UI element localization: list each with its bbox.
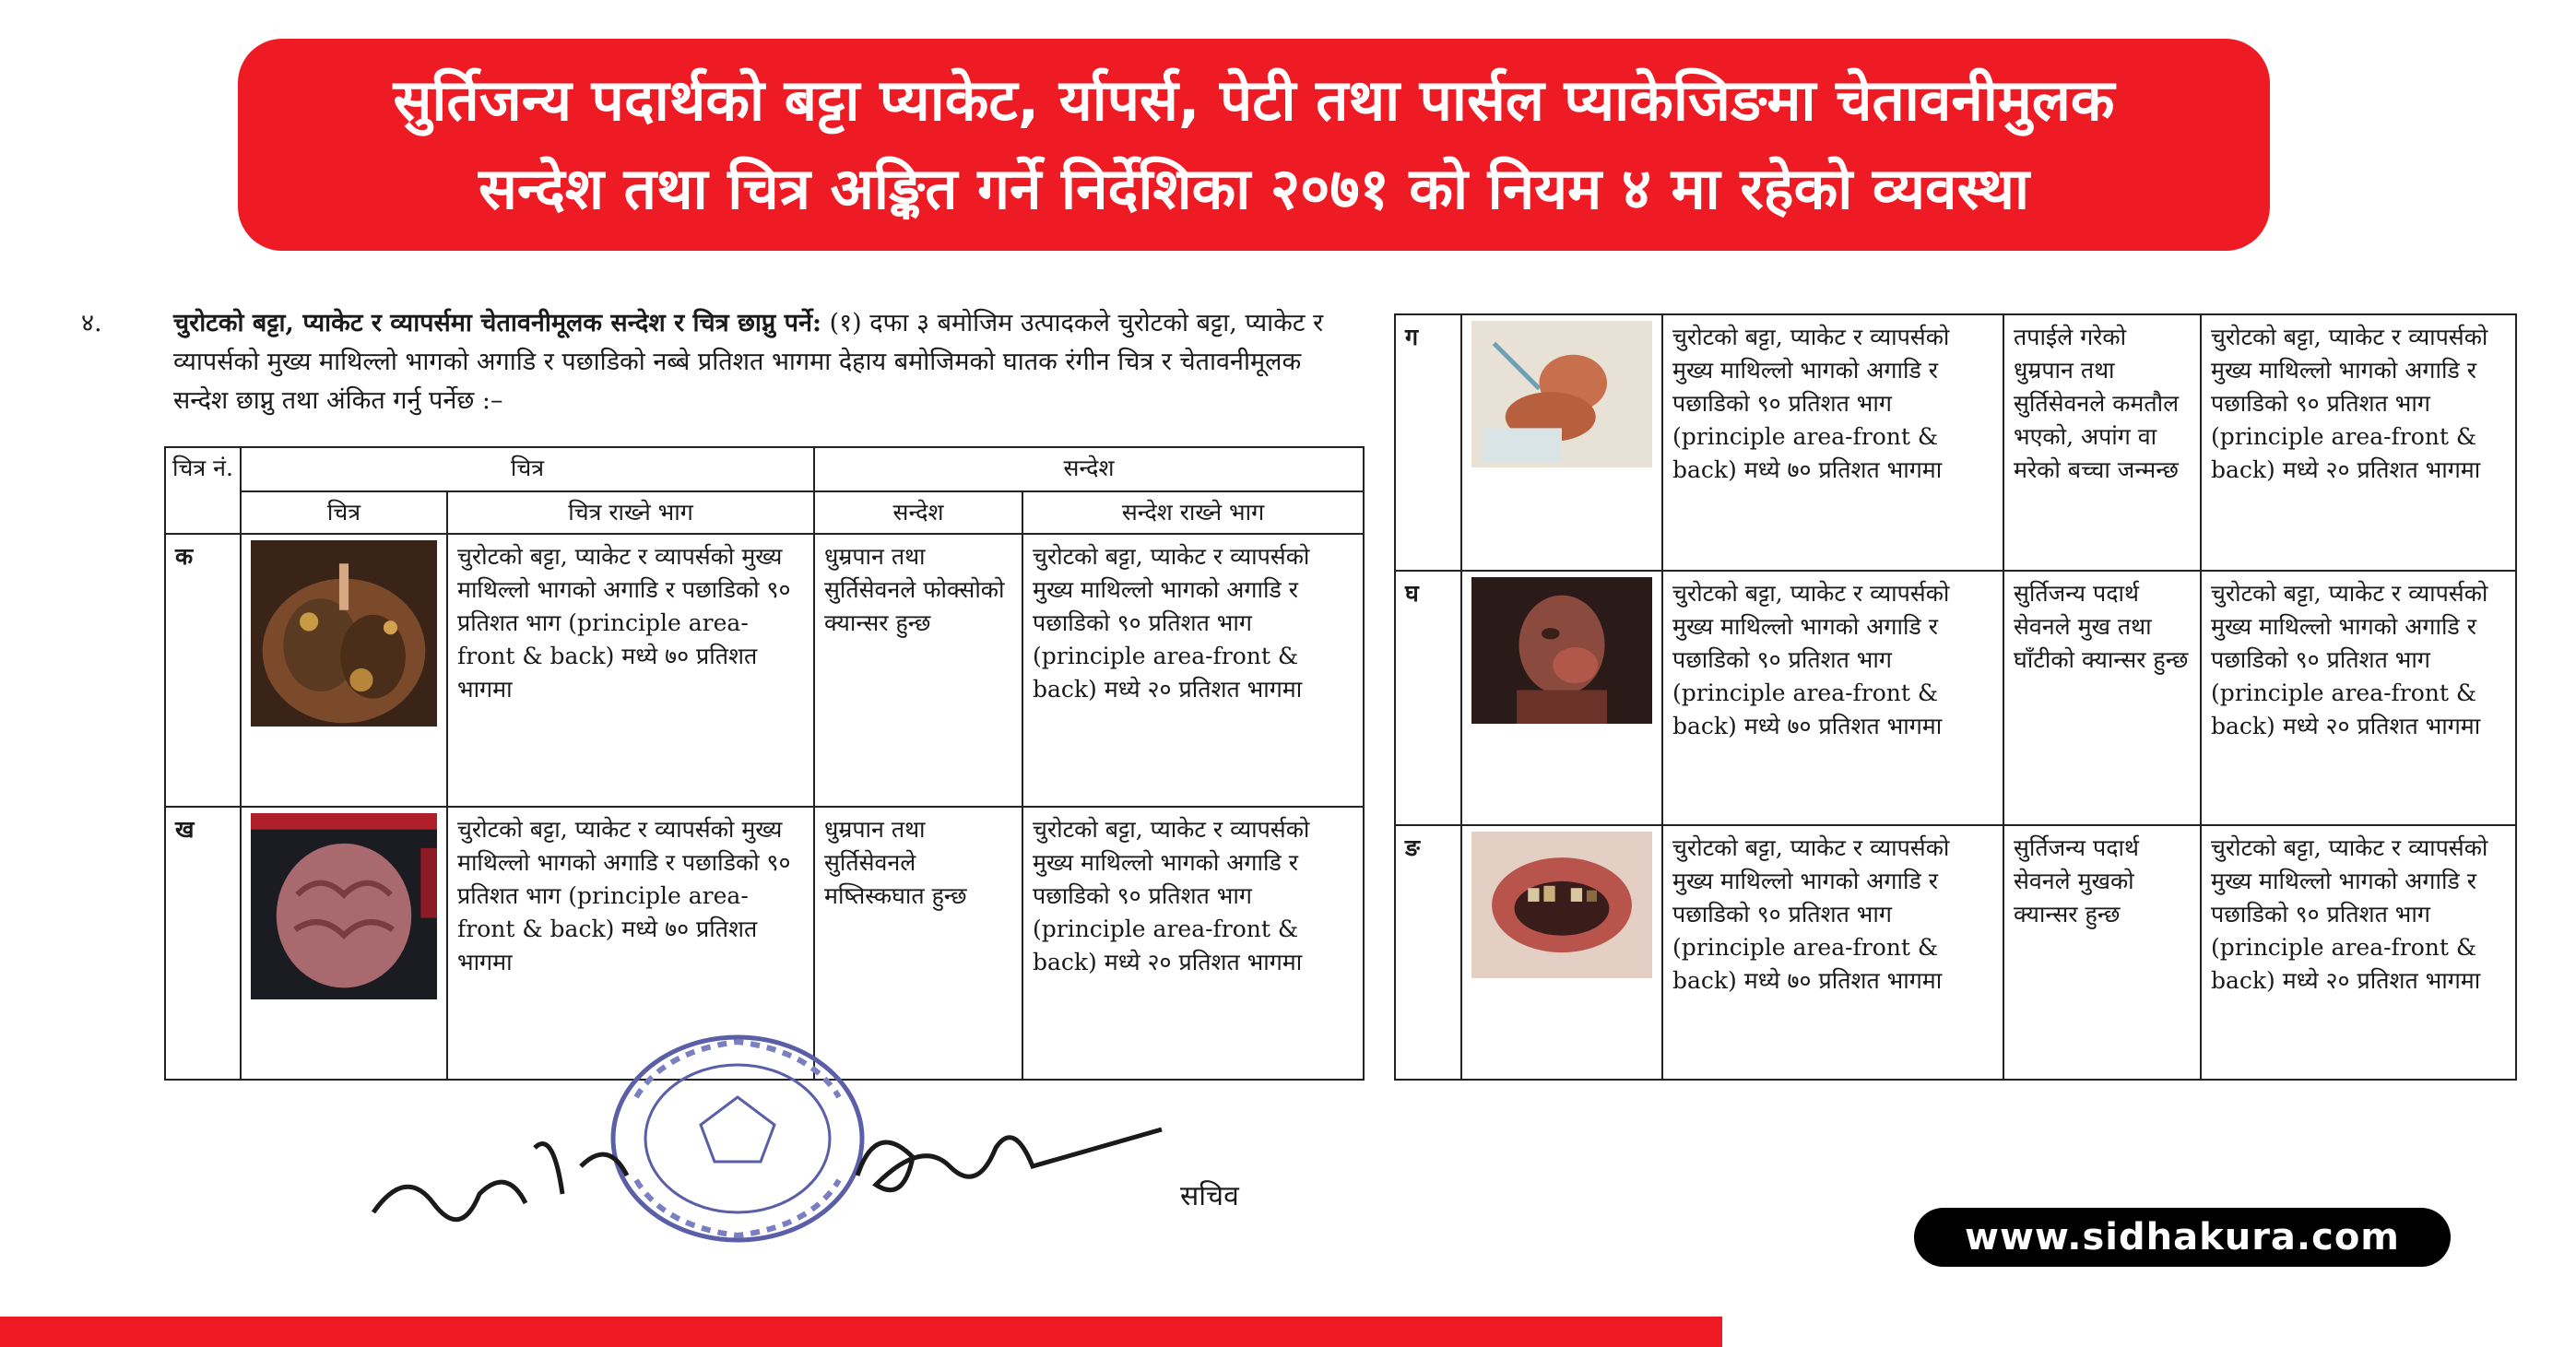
row-image-cell [1461, 571, 1662, 825]
header-message-place: सन्देश राख्ने भाग [1022, 491, 1364, 534]
row-message-place: चुरोटको बट्टा, प्याकेट र व्यापर्सको मुख्य माथिल्लो भागको अगाडि र पछाडिको ९० प्रतिशत भाग (principle area-front & back) मध्ये २० प्रतिशत भागमा [2201, 825, 2516, 1080]
handwritten-signature-icon [369, 1111, 645, 1240]
table-row [1395, 314, 2516, 571]
rule-heading: चुरोटको बट्टा, प्याकेट र व्यापर्समा चेतावनीमूलक सन्देश र चित्र छाप्नु पर्ने: [173, 309, 821, 337]
header-serial: चित्र नं. [165, 447, 241, 534]
row-message: तपाईले गरेको धुम्रपान तथा सुर्तिसेवनले कमतौल भएको, अपांग वा मरेको बच्चा जन्मन्छ [2003, 314, 2201, 571]
row-message: धुम्रपान तथा सुर्तिसेवनले मष्तिस्कघात हुन्छ [814, 807, 1022, 1080]
row-message: धुम्रपान तथा सुर्तिसेवनले फोक्सोको क्यान्सर हुन्छ [814, 534, 1022, 807]
table-row [165, 534, 1364, 807]
header-image: चित्र [241, 491, 447, 534]
title-banner [238, 39, 2270, 251]
row-serial: ग [1395, 314, 1461, 571]
row-image-cell [1461, 825, 1662, 1080]
bottom-accent-bar [0, 1317, 1722, 1347]
diseased-lung-photo-icon [251, 540, 437, 727]
row-image-cell [1461, 314, 1662, 571]
row-image-place: चुरोटको बट्टा, प्याकेट र व्यापर्सको मुख्य माथिल्लो भागको अगाडि र पछाडिको ९० प्रतिशत भाग (principle area-front & back) मध्ये ७० प्रतिशत भागमा [447, 534, 814, 807]
row-message-place: चुरोटको बट्टा, प्याकेट र व्यापर्सको मुख्य माथिल्लो भागको अगाडि र पछाडिको ९० प्रतिशत भाग (principle area-front & back) मध्ये २० प्रतिशत भागमा [1022, 807, 1364, 1080]
row-image-cell [241, 807, 447, 1080]
header-message: सन्देश [814, 491, 1022, 534]
row-message: सुर्तिजन्य पदार्थ सेवनले मुखको क्यान्सर हुन्छ [2003, 825, 2201, 1080]
row-serial: घ [1395, 571, 1461, 825]
header-image-group: चित्र [241, 447, 814, 491]
handwritten-signature-icon [848, 1102, 1180, 1222]
mouth-cancer-photo-icon [1471, 832, 1652, 978]
row-serial: क [165, 534, 241, 807]
row-image-place: चुरोटको बट्टा, प्याकेट र व्यापर्सको मुख्य माथिल्लो भागको अगाडि र पछाडिको ९० प्रतिशत भाग (principle area-front & back) मध्ये ७० प्रतिशत भागमा [1662, 314, 2003, 571]
warning-table-part-1 [164, 446, 1365, 1081]
header-image-place: चित्र राख्ने भाग [447, 491, 814, 534]
table-row [1395, 825, 2516, 1080]
rule-body: (१) दफा ३ बमोजिम उत्पादकले चुरोटको बट्टा, प्याकेट र व्यापर्सको मुख्य माथिल्लो भागको अगाडि र पछाडिको नब्बे प्रतिशत भागमा देहाय बमोजिमको घातक रंगीन चित्र र चेतावनीमूलक सन्देश छाप्नु तथा अंकित गर्नु पर्नेछ :– [173, 309, 1324, 415]
row-image-place: चुरोटको बट्टा, प्याकेट र व्यापर्सको मुख्य माथिल्लो भागको अगाडि र पछाडिको ९० प्रतिशत भाग (principle area-front & back) मध्ये ७० प्रतिशत भागमा [447, 807, 814, 1080]
row-serial: ख [165, 807, 241, 1080]
row-image-place: चुरोटको बट्टा, प्याकेट र व्यापर्सको मुख्य माथिल्लो भागको अगाडि र पछाडिको ९० प्रतिशत भाग (principle area-front & back) मध्ये ७० प्रतिशत भागमा [1662, 571, 2003, 825]
row-serial: ङ [1395, 825, 1461, 1080]
signatory-title: सचिव [1180, 1180, 1239, 1212]
rule-intro [81, 304, 1363, 420]
website-badge[interactable]: www.sidhakura.com [1914, 1208, 2451, 1267]
row-message-place: चुरोटको बट्टा, प्याकेट र व्यापर्सको मुख्य माथिल्लो भागको अगाडि र पछाडिको ९० प्रतिशत भाग (principle area-front & back) मध्ये २० प्रतिशत भागमा [1022, 534, 1364, 807]
header-message-group: सन्देश [814, 447, 1364, 491]
rule-number: ४. [81, 309, 102, 337]
table-row [1395, 571, 2516, 825]
row-message-place: चुरोटको बट्टा, प्याकेट र व्यापर्सको मुख्य माथिल्लो भागको अगाडि र पछाडिको ९० प्रतिशत भाग (principle area-front & back) मध्ये २० प्रतिशत भागमा [2201, 314, 2516, 571]
row-image-cell [241, 534, 447, 807]
throat-cancer-photo-icon [1471, 577, 1652, 724]
row-message: सुर्तिजन्य पदार्थ सेवनले मुख तथा घाँटीको क्यान्सर हुन्छ [2003, 571, 2201, 825]
row-image-place: चुरोटको बट्टा, प्याकेट र व्यापर्सको मुख्य माथिल्लो भागको अगाडि र पछाडिको ९० प्रतिशत भाग (principle area-front & back) मध्ये ७० प्रतिशत भागमा [1662, 825, 2003, 1080]
rule-text [173, 304, 1363, 420]
brain-stroke-photo-icon [251, 813, 437, 999]
title-line-2: सन्देश तथा चित्र अङ्कित गर्ने निर्देशिका २०७१ को नियम ४ मा रहेको व्यवस्था [478, 155, 2030, 222]
warning-table-part-2 [1394, 313, 2517, 1081]
row-message-place: चुरोटको बट्टा, प्याकेट र व्यापर्सको मुख्य माथिल्लो भागको अगाडि र पछाडिको ९० प्रतिशत भाग (principle area-front & back) मध्ये २० प्रतिशत भागमा [2201, 571, 2516, 825]
premature-baby-photo-icon [1471, 321, 1652, 467]
title-line-1: सुर्तिजन्य पदार्थको बट्टा प्याकेट, र्यापर्स, पेटी तथा पार्सल प्याकेजिङमा चेतावनीमुलक [393, 66, 2115, 134]
